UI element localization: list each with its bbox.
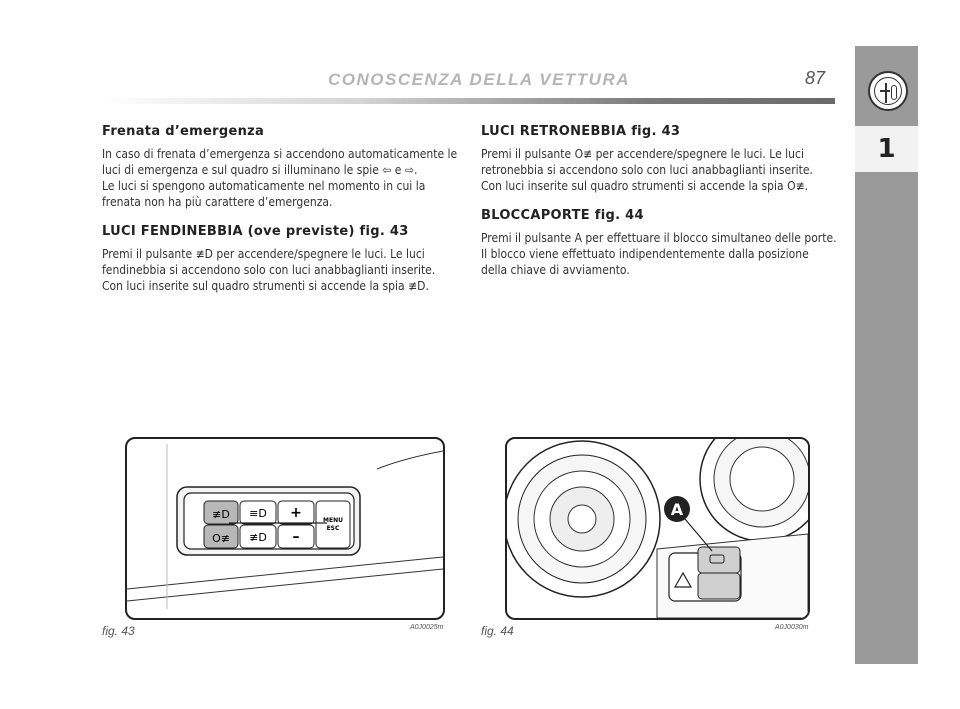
front-fog-warning-icon: ≢D <box>408 279 426 293</box>
figure-43-drawing <box>127 439 443 618</box>
text-run: In caso di frenata d’emergenza si accendono automaticamente le luci di emergenza e sul quadro si illuminano le spie <box>102 147 458 177</box>
page-number: 87 <box>805 68 826 88</box>
paragraph-rear-fog <box>481 146 837 194</box>
figure-43-light-switch-panel <box>125 437 445 620</box>
figure-44-drawing <box>507 439 808 618</box>
text-run: e <box>394 163 402 177</box>
figure-43-code: A0J0025m <box>410 624 444 631</box>
minus-button-label: – <box>292 529 300 545</box>
front-fog-light-icon: ≢D <box>195 247 213 261</box>
plus-button-label: + <box>290 505 302 521</box>
right-turn-indicator-icon: ⇨ <box>404 163 414 177</box>
figure-43-caption: fig. 43 <box>102 624 135 638</box>
text-run: . <box>425 279 429 293</box>
figure-44-code: A0J0030m <box>775 624 809 631</box>
rear-fog-light-icon: O≢ <box>574 147 593 161</box>
section-heading-emergency-braking: Frenata d’emergenza <box>102 124 265 139</box>
left-column <box>102 124 458 308</box>
running-header-title: CONOSCENZA DELLA VETTURA <box>328 70 631 89</box>
text-run: per accendere/spegnere le luci. Le luci retronebbia si accendono solo con luci anabbaglianti inserite. Con luci inserite sul quadro strumenti si accende la spia <box>481 147 813 193</box>
headlight-button-icon: ≡D <box>249 507 267 520</box>
rear-fog-button-icon: O≢ <box>212 532 230 545</box>
figure-44-caption: fig. 44 <box>481 624 514 638</box>
text-run: . <box>413 163 418 177</box>
section-heading-front-fog: LUCI FENDINEBBIA (ove previste) fig. 43 <box>102 224 409 239</box>
text-run: Le luci si spengono automaticamente nel momento in cui la frenata non ha più carattere d’emergenza. <box>102 179 426 209</box>
header-rule <box>100 98 835 104</box>
text-run: Premi il pulsante <box>102 247 193 261</box>
low-beam-button-icon: ≢D <box>249 531 267 544</box>
paragraph-emergency-lights <box>102 146 458 210</box>
chapter-number: 1 <box>855 126 918 172</box>
left-turn-indicator-icon: ⇦ <box>382 163 392 177</box>
esc-button-label: ESC <box>326 525 340 532</box>
paragraph-door-lock: Premi il pulsante A per effettuare il blocco simultaneo delle porte. Il blocco viene effettuato indipendentemente dalla posizione della chiave di avviamento. <box>481 231 837 277</box>
front-fog-button-icon: ≢D <box>212 508 230 521</box>
figure-44-door-lock-button <box>505 437 810 620</box>
text-run: Premi il pulsante <box>481 147 572 161</box>
rear-fog-warning-icon: O≢ <box>787 179 805 193</box>
text-run: per accendere/spegnere le luci. Le luci fendinebbia si accendono solo con luci anabbaglianti inserite. Con luci inserite sul quadro strumenti si accende la spia <box>102 247 436 293</box>
right-column <box>481 124 837 292</box>
callout-label-a: A <box>670 500 684 519</box>
section-heading-door-lock: BLOCCAPORTE fig. 44 <box>481 208 644 223</box>
menu-button-label: MENU <box>323 517 343 524</box>
alfa-romeo-badge-icon <box>868 71 908 111</box>
section-heading-rear-fog: LUCI RETRONEBBIA fig. 43 <box>481 124 681 139</box>
text-run: . <box>804 179 809 193</box>
paragraph-front-fog <box>102 246 458 294</box>
